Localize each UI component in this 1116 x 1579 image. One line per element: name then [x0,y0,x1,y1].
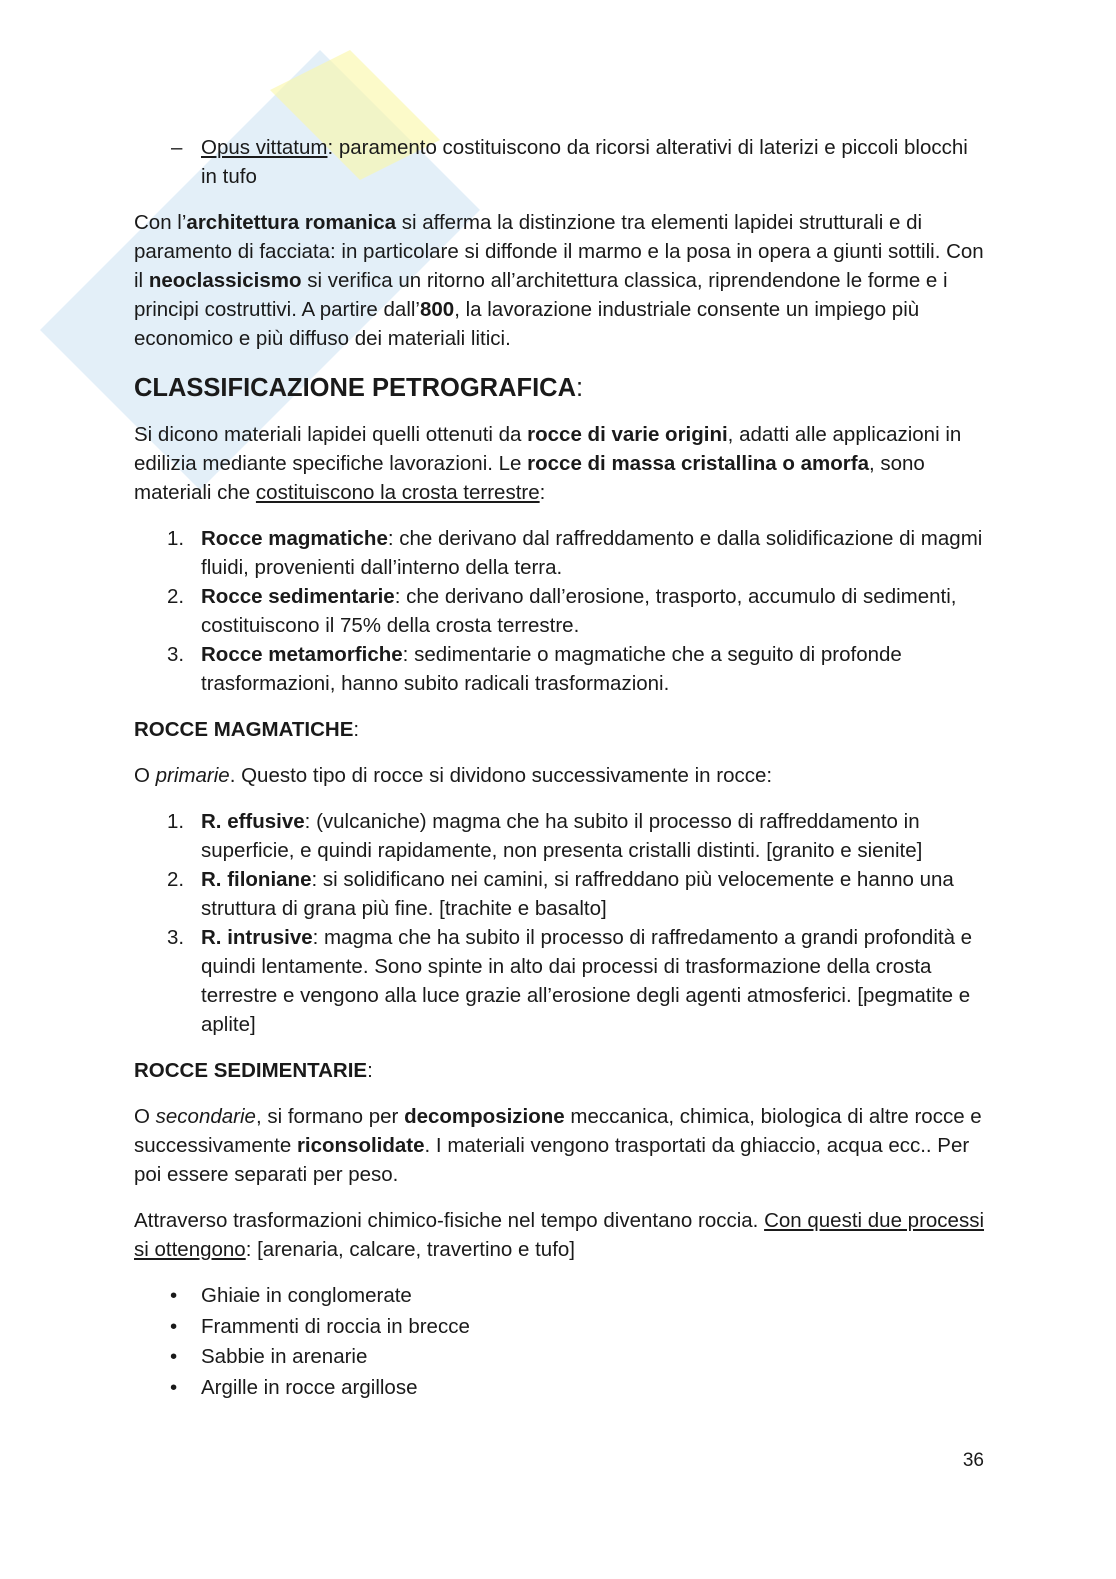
paragraph-sedimentarie: O secondarie, si formano per decomposizione meccanica, chimica, biologica di altre rocce e successivamente riconsolidate. I materiali vengono trasportati da ghiaccio, acqua ecc.. Per poi essere separati per peso. [134,1105,982,1186]
heading-sedimentarie: ROCCE SEDIMENTARIE: [134,1059,373,1082]
list-item: 1. R. effusive: (vulcaniche) magma che ha subito il processo di raffreddamento in superficie, e quindi rapidamente, non presenta cristalli distinti. [granito e sienite] [167,810,923,862]
paragraph-lapidei: Si dicono materiali lapidei quelli ottenuti da rocce di varie origini, adatti alle applicazioni in edilizia mediante specifiche lavorazioni. Le rocce di massa cristallina o amorfa, sono materiali che costituiscono la crosta terrestre: [134,423,962,504]
list-item: • Argille in rocce argillose [134,1373,984,1402]
heading-classificazione: CLASSIFICAZIONE PETROGRAFICA: [134,374,584,402]
paragraph-magmatiche: O primarie. Questo tipo di rocce si dividono successivamente in rocce: [134,764,773,787]
bullet-icon: • [170,1345,178,1368]
opus-term: Opus vittatum [201,136,328,159]
sediment-list [134,1281,984,1402]
bullet-icon: • [170,1375,178,1399]
page-content [134,133,984,1419]
list-item: • Ghiaie in conglomerate [134,1281,984,1310]
dash-list-item [134,133,984,191]
paragraph-romanica: Con l’architettura romanica si afferma la distinzione tra elementi lapidei strutturali e di paramento di facciata: in particolare si diffonde il marmo e la posa in opera a giunti sottili. Con il neoclassicismo si verifica un ritorno all’architettura classica, riprendendone le forme e i principi costruttivi. A partire dall’800, la lavorazione industriale consente un impiego più economico e più diffuso dei materiali litici. [134,211,984,350]
list-item: 1. Rocce magmatiche: che derivano dal raffreddamento e dalla solidificazione di magmi fluidi, provenienti dall’interno della terra. [167,527,983,579]
list-item: 3. Rocce metamorfiche: sedimentarie o magmatiche che a seguito di profonde trasformazioni, hanno subito radicali trasformazioni. [167,643,902,695]
opus-text: : paramento costituiscono da ricorsi alterativi di laterizi e piccoli blocchi in tufo [201,136,968,188]
paragraph-trasformazioni: Attraverso trasformazioni chimico-fisiche nel tempo diventano roccia. Con questi due processi si ottengono: [arenaria, calcare, travertino e tufo] [134,1209,985,1261]
dash-marker: – [171,136,183,159]
list-item: • Sabbie in arenarie [134,1342,984,1371]
list-item: 2. Rocce sedimentarie: che derivano dall’erosione, trasporto, accumulo di sedimenti, costituiscono il 75% della crosta terrestre. [167,585,957,637]
bullet-icon: • [170,1284,178,1307]
list-item: 2. R. filoniane: si solidificano nei camini, si raffreddano più velocemente e hanno una struttura di grana più fine. [trachite e basalto] [167,868,954,920]
heading-magmatiche: ROCCE MAGMATICHE: [134,718,360,741]
rock-types-list [134,524,984,698]
list-item: 3. R. intrusive: magma che ha subito il processo di raffredamento a grandi profondità e quindi lentamente. Sono spinte in alto dai processi di trasformazione della crosta terrestre e vengono alla luce grazie all’erosione degli agenti atmosferici. [pegmatite e aplite] [167,926,973,1036]
page-number: 36 [962,1450,984,1471]
bullet-icon: • [170,1314,178,1338]
magmatic-types-list [134,807,984,1039]
list-item: • Frammenti di roccia in brecce [134,1312,984,1341]
